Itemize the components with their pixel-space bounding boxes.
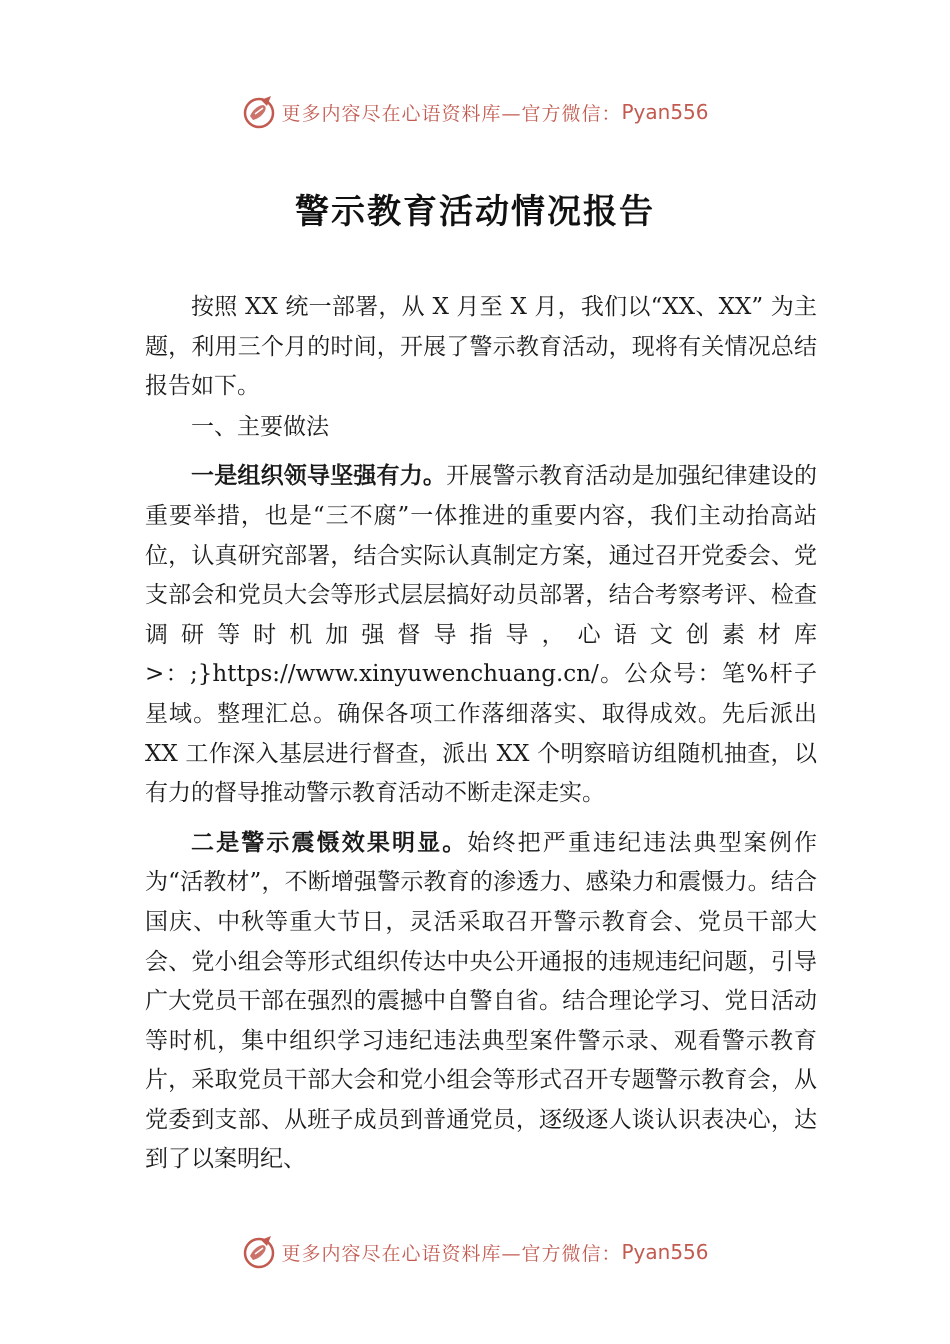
banner-text: 更多内容尽在心语资料库—官方微信： <box>281 102 622 125</box>
point-1-lead: 一是组织领导坚强有力。 <box>191 463 447 490</box>
hand-pen-logo-icon <box>241 1234 277 1270</box>
header-banner <box>0 92 950 132</box>
footer-banner <box>0 1232 950 1272</box>
banner-wechat-id: Pyan556 <box>621 100 709 124</box>
document-title: 警示教育活动情况报告 <box>295 192 655 232</box>
document-body <box>145 288 817 1180</box>
point-2-paragraph <box>145 824 817 1180</box>
point-2-body: 始终把严重违纪违法典型案例作为“活教材”，不断增强警示教育的渗透力、感染力和震慑力。结合国庆、中秋等重大节日，灵活采取召开警示教育会、党员干部大会、党小组会等形式组织传达中央公开通报的违规违纪问题，引导广大党员干部在强烈的震撼中自警自省。结合理论学习、党日活动等时机，集中组织学习违纪违法典型案件警示录、观看警示教育片，采取党员干部大会和党小组会等形式召开专题警示教育会，从党委到支部、从班子成员到普通党员，逐级逐人谈认识表决心，达到了以案明纪、 <box>145 829 817 1173</box>
section-heading: 一、主要做法 <box>191 413 329 440</box>
point-1-body: 开展警示教育活动是加强纪律建设的重要举措，也是“三不腐”一体推进的重要内容，我们主动抬高站位，认真研究部署，结合实际认真制定方案，通过召开党委会、党支部会和党员大会等形式层层搞好动员部署，结合考察考评、检查调研等时机加强督导指导，心语文创素材库>：;}https://www.xinyuwenchuang.cn/。公众号：笔%杆子星域。整理汇总。确保各项工作落细落实、取得成效。先后派出 XX 工作深入基层进行督查，派出 XX 个明察暗访组随机抽查，以有力的督导推动警示教育活动不断走深走实。 <box>145 463 818 807</box>
hand-pen-logo-icon <box>241 94 277 130</box>
intro-paragraph: 按照 XX 统一部署，从 X 月至 X 月，我们以“XX、XX” 为主题，利用三个月的时间，开展了警示教育活动，现将有关情况总结报告如下。 <box>145 294 817 400</box>
banner-text: 更多内容尽在心语资料库—官方微信： <box>281 1242 622 1265</box>
point-1-paragraph <box>145 457 817 813</box>
banner-wechat-id: Pyan556 <box>621 1240 709 1264</box>
point-2-lead: 二是警示震慑效果明显。 <box>191 829 468 856</box>
